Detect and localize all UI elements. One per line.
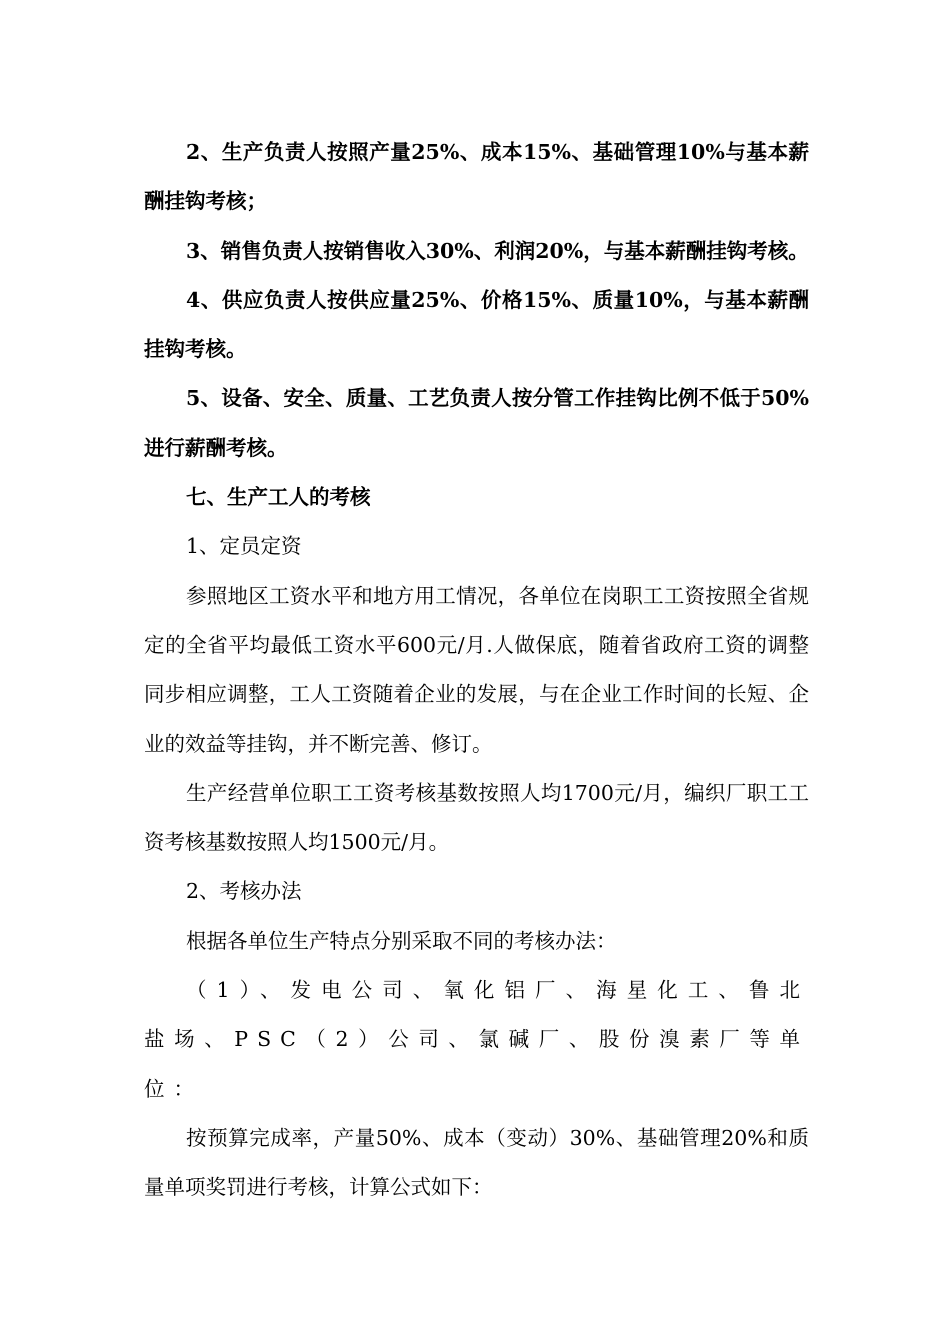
paragraph-wage-base-amount: 生产经营单位职工工资考核基数按照人均1700元/月，编织厂职工工资考核基数按照人均1500元/月。 xyxy=(144,780,809,855)
paragraph-method-intro: 根据各单位生产特点分别采取不同的考核办法： xyxy=(186,928,617,953)
paragraph-budget-formula: 按预算完成率，产量50%、成本（变动）30%、基础管理20%和质量单项奖罚进行考核，计算公式如下： xyxy=(144,1125,809,1200)
subheading-staffing: 1、定员定资 xyxy=(186,534,302,559)
paragraph-supply-manager: 4、供应负责人按供应量25%、价格15%、质量10%，与基本薪酬挂钩考核。 xyxy=(144,287,809,362)
paragraph-equipment-manager: 5、设备、安全、质量、工艺负责人按分管工作挂钩比例不低于50%进行薪酬考核。 xyxy=(144,386,809,460)
paragraph-production-manager: 2、生产负责人按照产量25%、成本15%、基础管理10%与基本薪酬挂钩考核； xyxy=(144,140,809,214)
section-heading-workers: 七、生产工人的考核 xyxy=(186,485,371,510)
document-page xyxy=(144,128,809,1213)
subheading-assessment-method: 2、考核办法 xyxy=(186,879,302,904)
paragraph-sales-manager: 3、销售负责人按销售收入30%、利润20%，与基本薪酬挂钩考核。 xyxy=(186,238,809,263)
paragraph-wage-baseline: 参照地区工资水平和地方用工情况，各单位在岗职工工资按照全省规定的全省平均最低工资水平600元/月.人做保底，随着省政府工资的调整同步相应调整，工人工资随着企业的发展，与在企业工作时间的长短、企业的效益等挂钩，并不断完善、修订。 xyxy=(144,583,809,756)
paragraph-unit-list: （1）、发电公司、氧化铝厂、海星化工、鲁北盐场、PSC（2）公司、氯碱厂、股份溴素厂等单位： xyxy=(144,978,809,1101)
